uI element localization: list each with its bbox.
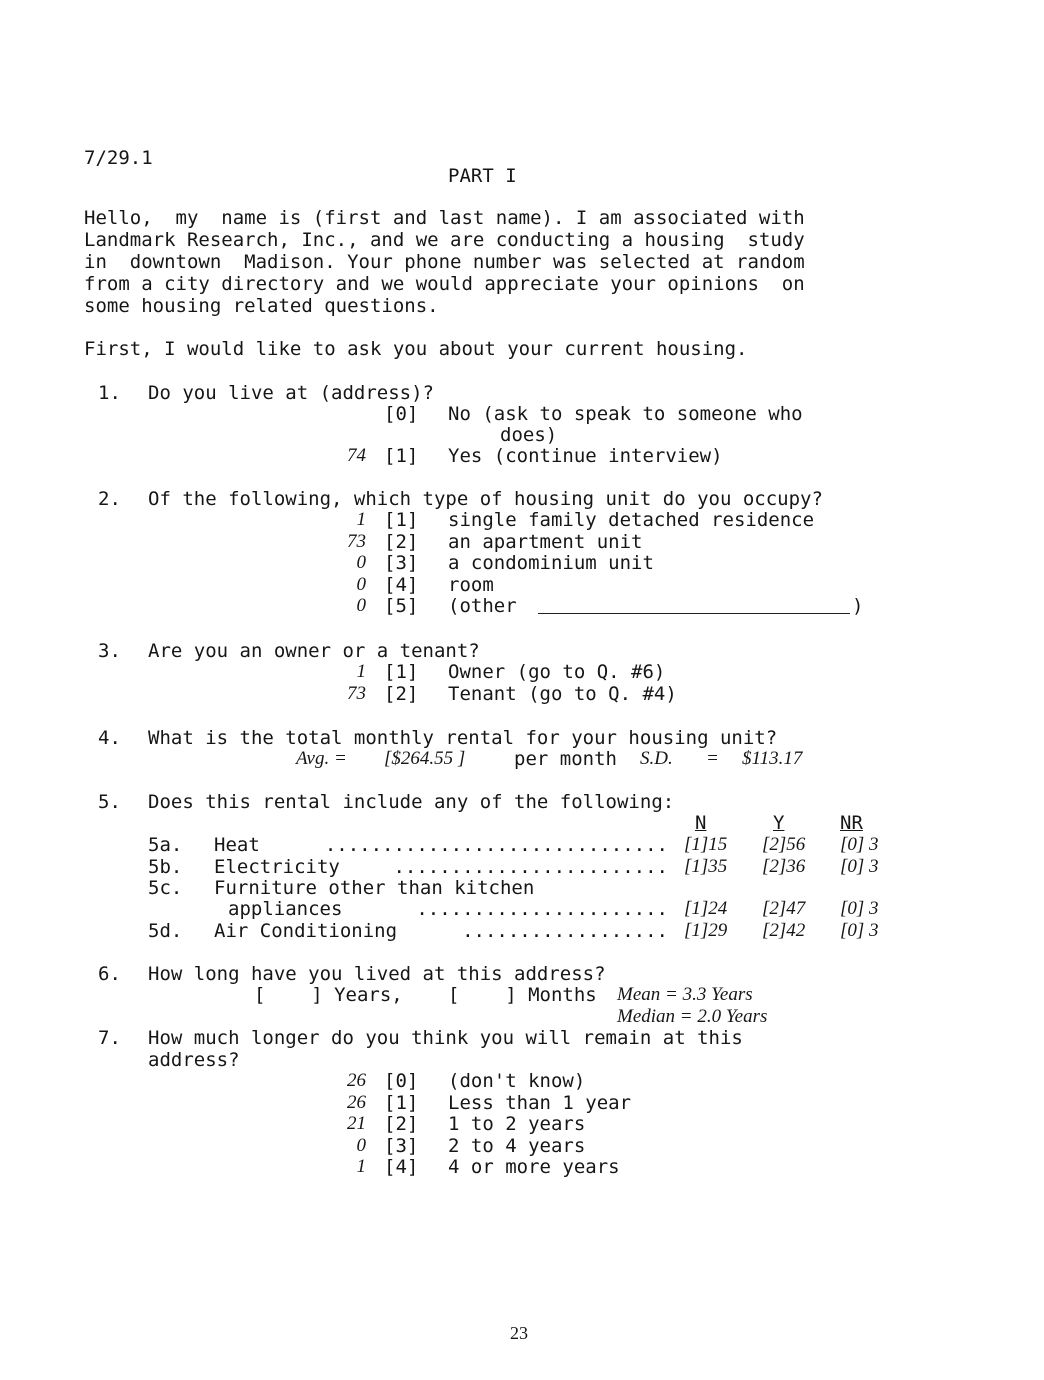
document-id: 7/29.1 — [84, 147, 153, 169]
q6-months-field: [ ] Months — [448, 984, 597, 1006]
q2-option-code: [5] — [384, 595, 419, 617]
q7-option-label: 1 to 2 years — [448, 1113, 586, 1135]
q5-header-nr: NR — [840, 812, 863, 834]
q1-number: 1. — [98, 382, 121, 404]
part-title: PART I — [448, 165, 517, 187]
q7-option-code: [1] — [384, 1092, 419, 1114]
q2-count: 0 — [356, 595, 366, 616]
q6-number: 6. — [98, 963, 121, 985]
q4-sd-equals: = — [706, 748, 719, 769]
q5-number: 5. — [98, 791, 121, 813]
page-number: 23 — [510, 1323, 528, 1343]
q5-item-y: [2]36 — [762, 856, 806, 877]
q1-option-code: [0] — [384, 403, 419, 425]
q7-option-code: [2] — [384, 1113, 419, 1135]
intro-line: Hello, my name is (first and last name). I am associated with — [84, 207, 805, 229]
intro-line: Landmark Research, Inc., and we are conducting a housing study — [84, 229, 805, 251]
q2-option-label: room — [448, 574, 494, 596]
q5-item-y: [2]56 — [762, 834, 806, 855]
q6-years-field: [ ] Years, — [254, 984, 403, 1006]
q4-sd-value: $113.17 — [742, 748, 803, 769]
q4-avg-label: Avg. = — [296, 748, 347, 769]
q7-count: 26 — [347, 1070, 366, 1091]
q2-option-label: an apartment unit — [448, 531, 643, 553]
q5-item-nr: [0] 3 — [840, 898, 879, 919]
first-line: First, I would like to ask you about your current housing. — [84, 338, 748, 360]
q3-option-code: [1] — [384, 661, 419, 683]
q7-option-label: (don't know) — [448, 1070, 586, 1092]
q5-item-n: [1]15 — [684, 834, 728, 855]
q5-item-n: [1]29 — [684, 920, 728, 941]
q5-item-nr: [0] 3 — [840, 856, 879, 877]
q4-number: 4. — [98, 727, 121, 749]
q5-item-y: [2]42 — [762, 920, 806, 941]
q6-text: How long have you lived at this address? — [148, 963, 606, 985]
q2-count: 0 — [356, 552, 366, 573]
q5-item-label: Heat — [214, 834, 260, 856]
q3-option-code: [2] — [384, 683, 419, 705]
q3-number: 3. — [98, 640, 121, 662]
q4-per-month: per month — [514, 748, 617, 770]
q2-option-label: a condominium unit — [448, 552, 654, 574]
q7-option-label: Less than 1 year — [448, 1092, 632, 1114]
q7-count: 21 — [347, 1113, 366, 1134]
q3-count: 73 — [347, 683, 366, 704]
q2-number: 2. — [98, 488, 121, 510]
q2-option-code: [4] — [384, 574, 419, 596]
q5-item-leader: .................. — [462, 920, 668, 942]
q5-item-y: [2]47 — [762, 898, 806, 919]
q5-item-label: appliances — [228, 898, 343, 920]
q5-item-id: 5b. — [148, 856, 183, 878]
q6-median: Median = 2.0 Years — [617, 1006, 768, 1027]
q1-option-cont: does) — [500, 424, 558, 446]
q2-option-label: (other — [448, 595, 517, 617]
q5-text: Does this rental include any of the following: — [148, 791, 675, 813]
q5-item-nr: [0] 3 — [840, 834, 879, 855]
q2-count: 1 — [356, 509, 366, 530]
q4-sd-label: S.D. — [640, 748, 673, 769]
q5-item-n: [1]24 — [684, 898, 728, 919]
q7-count: 26 — [347, 1092, 366, 1113]
q7-option-code: [3] — [384, 1135, 419, 1157]
q5-item-label: Electricity — [214, 856, 340, 878]
q5-item-n: [1]35 — [684, 856, 728, 877]
q5-header-n: N — [695, 812, 707, 834]
q5-item-id: 5a. — [148, 834, 183, 856]
q7-option-label: 2 to 4 years — [448, 1135, 586, 1157]
q1-option-label: No (ask to speak to someone who — [448, 403, 803, 425]
q5-item-nr: [0] 3 — [840, 920, 879, 941]
q7-option-code: [4] — [384, 1156, 419, 1178]
q5-item-label: Air Conditioning — [214, 920, 398, 942]
q7-option-code: [0] — [384, 1070, 419, 1092]
q4-avg-value: [$264.55 ] — [384, 748, 466, 769]
intro-line: some housing related questions. — [84, 295, 439, 317]
q7-count: 0 — [356, 1135, 366, 1156]
q1-text: Do you live at (address)? — [148, 382, 434, 404]
q7-option-label: 4 or more years — [448, 1156, 620, 1178]
intro-line: from a city directory and we would appreciate your opinions on — [84, 273, 805, 295]
q3-option-label: Owner (go to Q. #6) — [448, 661, 666, 683]
q4-text: What is the total monthly rental for your housing unit? — [148, 727, 778, 749]
q2-option-code: [2] — [384, 531, 419, 553]
q2-option-code: [3] — [384, 552, 419, 574]
q5-item-id: 5c. — [148, 877, 183, 899]
q5-item-leader: .............................. — [324, 834, 668, 856]
q6-mean: Mean = 3.3 Years — [617, 984, 753, 1005]
q2-count: 73 — [347, 531, 366, 552]
q5-header-y: Y — [773, 812, 785, 834]
q2-close-paren: ) — [852, 595, 864, 617]
q7-text: How much longer do you think you will remain at this — [148, 1027, 743, 1049]
q3-option-label: Tenant (go to Q. #4) — [448, 683, 677, 705]
q2-text: Of the following, which type of housing unit do you occupy? — [148, 488, 823, 510]
q2-other-blank-line — [538, 613, 850, 614]
q2-option-label: single family detached residence — [448, 509, 815, 531]
q2-count: 0 — [356, 574, 366, 595]
q1-option-code: [1] — [384, 445, 419, 467]
q7-number: 7. — [98, 1027, 121, 1049]
q5-item-leader: ...................... — [416, 898, 668, 920]
q2-option-code: [1] — [384, 509, 419, 531]
q1-count: 74 — [347, 445, 366, 466]
q3-count: 1 — [356, 661, 366, 682]
q5-item-id: 5d. — [148, 920, 183, 942]
q1-option-label: Yes (continue interview) — [448, 445, 723, 467]
q5-item-leader: ........................ — [393, 856, 668, 878]
q7-text-cont: address? — [148, 1049, 240, 1071]
intro-line: in downtown Madison. Your phone number was selected at random — [84, 251, 805, 273]
q5-item-label: Furniture other than kitchen — [214, 877, 535, 899]
q7-count: 1 — [356, 1156, 366, 1177]
q3-text: Are you an owner or a tenant? — [148, 640, 480, 662]
